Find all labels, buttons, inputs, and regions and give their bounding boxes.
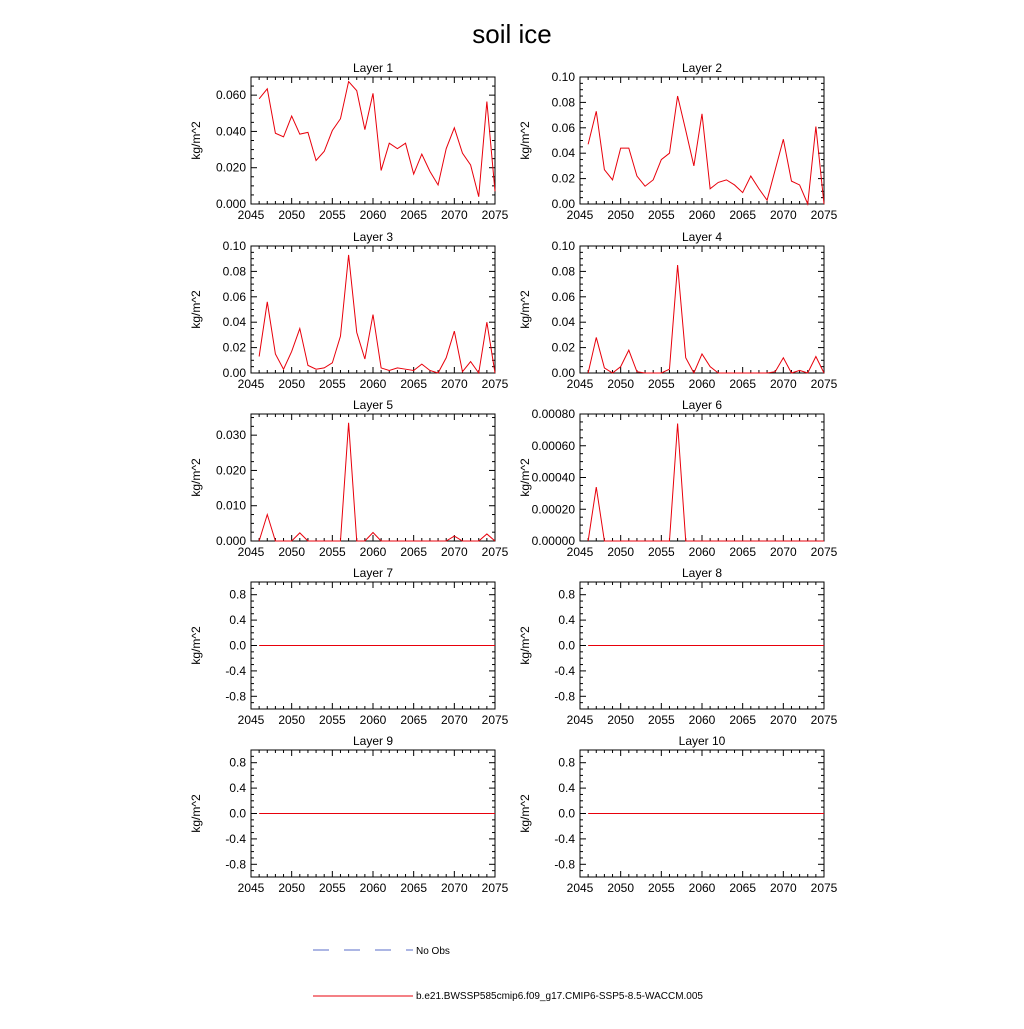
series-line	[259, 82, 495, 197]
x-tick-label: 2060	[359, 713, 387, 727]
panel-layer-2	[518, 61, 838, 222]
series-line	[588, 265, 824, 373]
y-tick-label: -0.4	[225, 831, 246, 846]
y-axis-label: kg/m^2	[518, 121, 532, 160]
series-line	[259, 255, 495, 373]
x-tick-label: 2065	[400, 713, 428, 727]
x-tick-label: 2070	[440, 377, 468, 391]
series-line	[588, 96, 824, 204]
y-tick-label: 0.00000	[531, 534, 575, 548]
plot-frame	[580, 414, 824, 541]
x-tick-label: 2055	[318, 545, 346, 559]
y-tick-label: 0.06	[551, 120, 575, 135]
y-tick-label: 0.8	[558, 587, 575, 602]
y-tick-label: 0.020	[215, 463, 246, 478]
y-tick-label: 0.8	[229, 755, 246, 770]
x-tick-label: 2050	[607, 545, 635, 559]
panel-layer-7	[189, 566, 509, 727]
x-tick-label: 2060	[359, 208, 387, 222]
x-tick-label: 2070	[769, 377, 797, 391]
x-tick-label: 2045	[237, 713, 265, 727]
plot-frame	[251, 414, 495, 541]
panel-layer-5	[189, 398, 509, 559]
x-tick-label: 2050	[607, 881, 635, 895]
x-tick-label: 2055	[647, 377, 675, 391]
panel-layer-1	[189, 61, 509, 222]
panel-title: Layer 4	[681, 230, 723, 244]
x-tick-label: 2060	[688, 208, 716, 222]
x-tick-label: 2060	[688, 713, 716, 727]
y-tick-label: -0.4	[554, 831, 575, 846]
y-tick-label: 0.06	[222, 289, 246, 304]
y-tick-label: 0.0	[229, 638, 246, 653]
x-tick-label: 2055	[318, 377, 346, 391]
x-tick-label: 2045	[237, 208, 265, 222]
y-tick-label: 0.00	[551, 197, 575, 211]
y-tick-label: 0.00	[222, 366, 246, 380]
x-tick-label: 2070	[769, 208, 797, 222]
y-tick-label: 0.040	[215, 124, 246, 139]
x-tick-label: 2045	[566, 545, 594, 559]
y-tick-label: 0.4	[229, 613, 246, 628]
panel-layer-10	[518, 734, 838, 895]
y-tick-label: 0.0	[229, 806, 246, 821]
y-tick-label: 0.02	[222, 340, 246, 355]
x-tick-label: 2075	[481, 713, 509, 727]
y-axis-label: kg/m^2	[189, 794, 203, 833]
x-tick-label: 2065	[400, 377, 428, 391]
panel-title: Layer 9	[352, 734, 394, 748]
x-tick-label: 2070	[440, 713, 468, 727]
y-tick-label: 0.000	[215, 197, 246, 211]
panel-grid	[189, 61, 838, 895]
x-tick-label: 2060	[688, 881, 716, 895]
x-tick-label: 2055	[647, 545, 675, 559]
x-tick-label: 2055	[318, 713, 346, 727]
panel-title: Layer 6	[681, 398, 723, 412]
y-axis-label: kg/m^2	[189, 290, 203, 329]
y-tick-label: 0.02	[551, 340, 575, 355]
plot-frame	[580, 77, 824, 204]
panel-title: Layer 5	[352, 398, 394, 412]
x-tick-label: 2075	[810, 377, 838, 391]
y-axis-label: kg/m^2	[518, 290, 532, 329]
y-tick-label: 0.030	[215, 428, 246, 443]
x-tick-label: 2055	[647, 208, 675, 222]
y-tick-label: 0.10	[551, 70, 575, 84]
y-tick-label: 0.08	[551, 95, 575, 110]
x-tick-label: 2045	[566, 881, 594, 895]
x-tick-label: 2050	[278, 713, 306, 727]
y-tick-label: 0.0	[558, 638, 575, 653]
x-tick-label: 2065	[729, 377, 757, 391]
x-tick-label: 2070	[440, 881, 468, 895]
panel-layer-3	[189, 230, 509, 391]
x-tick-label: 2050	[278, 208, 306, 222]
panel-layer-4	[518, 230, 838, 391]
y-tick-label: 0.08	[551, 264, 575, 279]
y-tick-label: 0.04	[551, 315, 575, 330]
series-line	[259, 423, 495, 541]
x-tick-label: 2045	[237, 881, 265, 895]
x-tick-label: 2060	[359, 545, 387, 559]
x-tick-label: 2055	[647, 713, 675, 727]
x-tick-label: 2075	[481, 377, 509, 391]
x-tick-label: 2045	[566, 713, 594, 727]
y-tick-label: 0.02	[551, 171, 575, 186]
panel-layer-8	[518, 566, 838, 727]
y-tick-label: 0.00020	[531, 502, 575, 517]
panel-title: Layer 1	[352, 61, 394, 75]
x-tick-label: 2075	[810, 713, 838, 727]
x-tick-label: 2075	[810, 545, 838, 559]
y-tick-label: 0.06	[551, 289, 575, 304]
x-tick-label: 2050	[278, 545, 306, 559]
legend	[313, 946, 703, 1002]
x-tick-label: 2055	[647, 881, 675, 895]
panel-title: Layer 8	[681, 566, 723, 580]
y-tick-label: 0.020	[215, 160, 246, 175]
x-tick-label: 2050	[607, 208, 635, 222]
x-tick-label: 2075	[481, 881, 509, 895]
x-tick-label: 2045	[237, 545, 265, 559]
x-tick-label: 2070	[769, 713, 797, 727]
x-tick-label: 2060	[688, 545, 716, 559]
y-tick-label: 0.10	[551, 239, 575, 253]
panel-title: Layer 7	[352, 566, 394, 580]
y-tick-label: 0.8	[229, 587, 246, 602]
y-tick-label: 0.08	[222, 264, 246, 279]
y-axis-label: kg/m^2	[189, 626, 203, 665]
y-tick-label: 0.00080	[531, 407, 575, 421]
x-tick-label: 2050	[278, 377, 306, 391]
y-tick-label: 0.4	[229, 781, 246, 796]
panel-title: Layer 3	[352, 230, 394, 244]
x-tick-label: 2050	[607, 713, 635, 727]
x-tick-label: 2065	[729, 208, 757, 222]
figure-title: soil ice	[472, 19, 552, 49]
y-tick-label: 0.4	[558, 781, 575, 796]
y-tick-label: -0.4	[554, 663, 575, 678]
series-line	[588, 424, 824, 541]
x-tick-label: 2070	[769, 545, 797, 559]
y-tick-label: -0.8	[554, 689, 575, 704]
x-tick-label: 2045	[237, 377, 265, 391]
panel-layer-6	[518, 398, 838, 559]
x-tick-label: 2060	[688, 377, 716, 391]
panel-title: Layer 2	[681, 61, 723, 75]
x-tick-label: 2060	[359, 881, 387, 895]
y-tick-label: 0.0	[558, 806, 575, 821]
y-tick-label: -0.4	[225, 663, 246, 678]
y-tick-label: 0.8	[558, 755, 575, 770]
x-tick-label: 2055	[318, 208, 346, 222]
x-tick-label: 2045	[566, 208, 594, 222]
x-tick-label: 2075	[810, 208, 838, 222]
x-tick-label: 2065	[729, 881, 757, 895]
legend-obs-label: No Obs	[416, 946, 450, 957]
y-axis-label: kg/m^2	[518, 794, 532, 833]
y-tick-label: 0.4	[558, 613, 575, 628]
x-tick-label: 2075	[481, 545, 509, 559]
x-tick-label: 2045	[566, 377, 594, 391]
y-tick-label: -0.8	[554, 857, 575, 872]
x-tick-label: 2070	[769, 881, 797, 895]
y-tick-label: 0.010	[215, 498, 246, 513]
y-axis-label: kg/m^2	[518, 458, 532, 497]
x-tick-label: 2065	[729, 545, 757, 559]
x-tick-label: 2065	[400, 881, 428, 895]
y-axis-label: kg/m^2	[189, 458, 203, 497]
y-tick-label: 0.000	[215, 534, 246, 548]
y-tick-label: 0.04	[222, 315, 246, 330]
x-tick-label: 2070	[440, 545, 468, 559]
y-tick-label: 0.00040	[531, 470, 575, 485]
x-tick-label: 2075	[810, 881, 838, 895]
x-tick-label: 2050	[278, 881, 306, 895]
y-axis-label: kg/m^2	[189, 121, 203, 160]
y-tick-label: -0.8	[225, 857, 246, 872]
y-tick-label: 0.00	[551, 366, 575, 380]
y-axis-label: kg/m^2	[518, 626, 532, 665]
legend-model-label: b.e21.BWSSP585cmip6.f09_g17.CMIP6-SSP5-8.5-WACCM.005	[416, 991, 703, 1002]
x-tick-label: 2065	[400, 208, 428, 222]
y-tick-label: 0.10	[222, 239, 246, 253]
panel-layer-9	[189, 734, 509, 895]
x-tick-label: 2050	[607, 377, 635, 391]
y-tick-label: 0.00060	[531, 438, 575, 453]
x-tick-label: 2060	[359, 377, 387, 391]
x-tick-label: 2065	[400, 545, 428, 559]
x-tick-label: 2065	[729, 713, 757, 727]
y-tick-label: 0.060	[215, 88, 246, 103]
x-tick-label: 2075	[481, 208, 509, 222]
panel-title: Layer 10	[678, 734, 726, 748]
x-tick-label: 2055	[318, 881, 346, 895]
y-tick-label: -0.8	[225, 689, 246, 704]
x-tick-label: 2070	[440, 208, 468, 222]
y-tick-label: 0.04	[551, 146, 575, 161]
